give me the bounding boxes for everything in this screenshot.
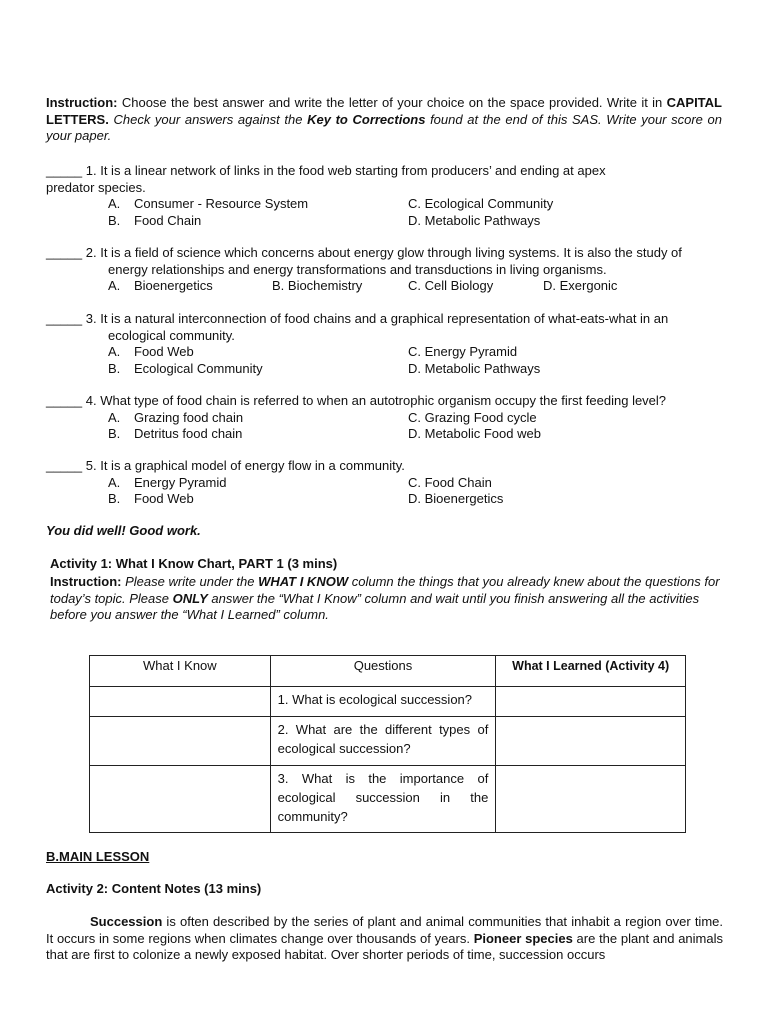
question-cell-1: 1. What is ecological succession? (270, 687, 496, 717)
choice-letter: B. (108, 491, 121, 506)
choice-a: Bioenergetics (134, 278, 213, 293)
question-cell-3: 3. What is the importance of ecological succession in the community? (270, 766, 496, 833)
pioneer-species-term: Pioneer species (473, 930, 573, 946)
activity-1-instr-label: Instruction: (50, 574, 122, 589)
instruction-text-3: found at the end of this SAS. Write your score on your paper. (46, 111, 722, 143)
capital-letters-text: CAPITAL LETTERS. (46, 95, 722, 127)
question-continuation: predator species. (46, 179, 146, 195)
choice-letter: B. (108, 212, 121, 228)
what-i-learned-cell-3[interactable] (496, 766, 686, 833)
only-text: ONLY (172, 590, 208, 606)
succession-term: Succession (90, 914, 163, 929)
choice-a: Food Web (134, 344, 194, 359)
activity-1-instruction (50, 574, 722, 624)
header-what-i-learned: What I Learned (Activity 4) (496, 656, 686, 687)
what-i-know-text: WHAT I KNOW (258, 574, 349, 589)
activity-1-title: Activity 1: What I Know Chart, PART 1 (3 mins) (50, 556, 338, 571)
choice-letter: A. (108, 474, 121, 490)
choice-b: Food Web (134, 491, 194, 506)
question-5 (46, 458, 726, 508)
question-stem: _____ 4. What type of food chain is referred to when an autotrophic organism occupy the first feeding level? (46, 393, 667, 408)
header-what-i-know: What I Know (90, 656, 271, 687)
choice-c: C. Grazing Food cycle (408, 409, 537, 425)
choice-d: D. Metabolic Food web (408, 426, 541, 441)
choice-b: Detritus food chain (134, 426, 243, 441)
what-i-learned-cell-2[interactable] (496, 717, 686, 766)
choice-c: C. Energy Pyramid (408, 344, 518, 359)
instruction-text-1: Choose the best answer and write the letter of your choice on the space provided. Write it in (117, 95, 667, 110)
question-continuation: ecological community. (108, 327, 235, 343)
choice-letter: B. (108, 360, 121, 376)
main-lesson-heading: B.MAIN LESSON (46, 849, 150, 864)
question-2 (46, 245, 726, 295)
choice-c: C. Food Chain (408, 474, 492, 490)
choice-letter: A. (108, 196, 121, 211)
question-continuation: energy relationships and energy transformations and transductions in living organisms. (108, 261, 607, 277)
instruction-paragraph (46, 95, 722, 145)
choice-a: Grazing food chain (134, 409, 244, 425)
activity-1-text-3: answer the “What I Know” column and wait until you finish answering all the activities before you answer the “What I Learned” column. (50, 590, 700, 622)
paragraph-text-1: is often described by the series of plant and animal communities that inhabit a region over time. It occurs in some regions when climates change over thousands of years. (46, 914, 723, 946)
question-3 (46, 311, 726, 377)
choice-b: Ecological Community (134, 360, 263, 376)
succession-paragraph (46, 914, 723, 964)
key-to-corrections-text: Key to Corrections (307, 111, 426, 127)
choice-d: D. Metabolic Pathways (408, 360, 541, 376)
question-1 (46, 163, 726, 229)
instruction-text-2: Check your answers against the (108, 111, 308, 127)
choice-b: Food Chain (134, 212, 202, 228)
choices (46, 278, 726, 295)
question-stem: _____ 1. It is a linear network of links in the food web starting from producers’ and ending at apex (46, 163, 606, 178)
activity-1-text-1: Please write under the (121, 574, 259, 589)
choice-letter: A. (108, 278, 121, 293)
question-stem: _____ 5. It is a graphical model of energy flow in a community. (46, 458, 405, 473)
choice-a: Energy Pyramid (134, 474, 227, 490)
what-i-know-cell-1[interactable] (90, 687, 271, 717)
question-stem: _____ 3. It is a natural interconnection of food chains and a graphical representation of what-eats-what in an (46, 311, 669, 326)
choice-c: C. Ecological Community (408, 196, 554, 211)
activity-1-text-2: column the things that you already knew about the questions for today’s topic. Please (50, 574, 720, 606)
well-done-message: You did well! Good work. (46, 523, 201, 538)
choice-letter: B. (108, 426, 121, 441)
activity-2-title: Activity 2: Content Notes (13 mins) (46, 881, 262, 896)
choice-b: B. Biochemistry (272, 278, 363, 293)
choice-d: D. Bioenergetics (408, 491, 504, 506)
what-i-learned-cell-1[interactable] (496, 687, 686, 717)
choice-d: D. Exergonic (543, 278, 618, 293)
choice-d: D. Metabolic Pathways (408, 212, 541, 228)
what-i-know-cell-2[interactable] (90, 717, 271, 766)
choices (46, 344, 726, 377)
question-4 (46, 393, 726, 443)
what-i-know-chart (89, 655, 686, 833)
choice-a: Consumer - Resource System (134, 196, 309, 211)
question-stem: _____ 2. It is a field of science which concerns about energy glow through living systems. It is also the study of (46, 245, 682, 260)
choice-c: C. Cell Biology (408, 278, 494, 293)
choices (46, 196, 726, 229)
instruction-label: Instruction: (46, 95, 118, 110)
question-cell-2: 2. What are the different types of ecological succession? (270, 717, 496, 766)
choice-letter: A. (108, 344, 121, 359)
header-questions: Questions (270, 656, 496, 687)
what-i-know-cell-3[interactable] (90, 766, 271, 833)
choices (46, 475, 726, 508)
choices (46, 410, 726, 443)
paragraph-text-2: are the plant and animals that are first to colonize a newly exposed habitat. Over shorter periods of time, succession occurs (46, 930, 723, 962)
choice-letter: A. (108, 409, 121, 425)
